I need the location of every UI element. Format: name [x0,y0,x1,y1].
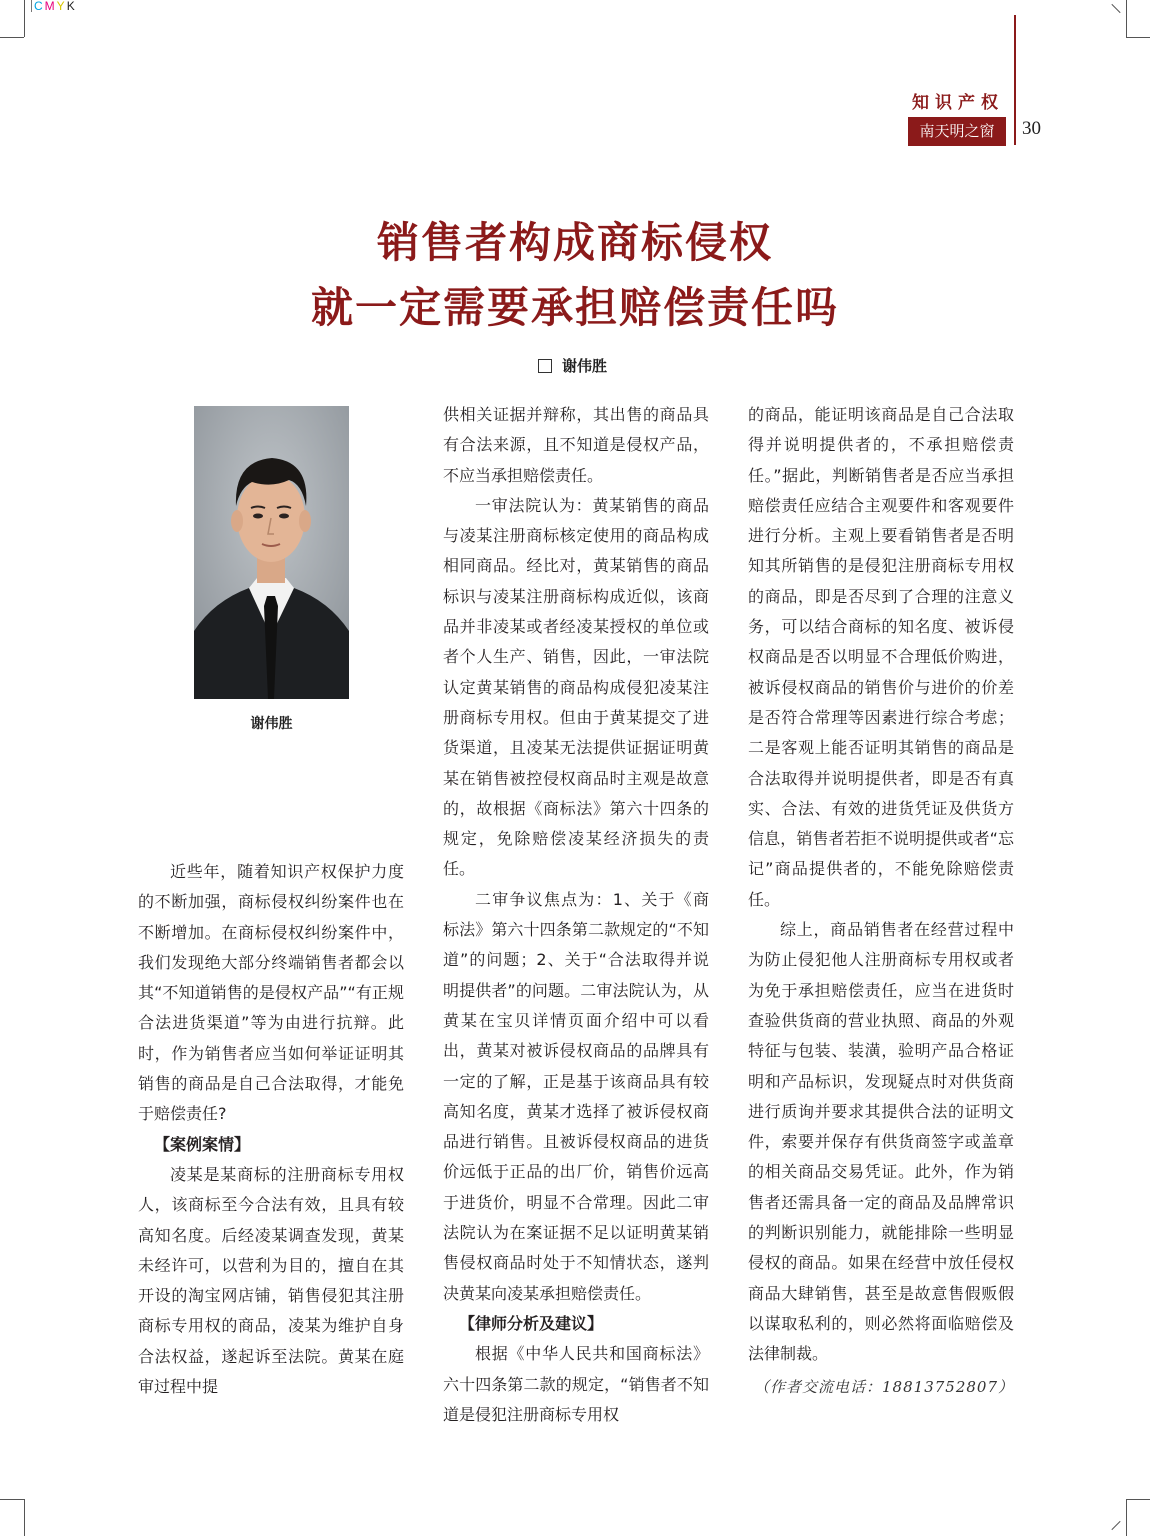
byline [538,355,607,376]
portrait-illustration [194,406,349,699]
analysis-paragraph-1-continued: 的商品，能证明该商品是自己合法取得并说明提供者的，不承担赔偿责任。”据此，判断销售者是否应当承担赔偿责任应结合主观要件和客观要件进行分析。主观上要看销售者是否明知其所销售的是侵犯注册商标专用权的商品，即是否尽到了合理的注意义务，可以结合商标的知名度、被诉侵权商品是否以明显不合理低价购进，被诉侵权商品的销售价与进价的价差是否符合常理等因素进行综合考虑；二是客观上能否证明其销售的商品是合法取得并说明提供者，即是否有真实、合法、有效的进货凭证及供货方信息，销售者若拒不说明提供或者“忘记”商品提供者的，不能免除赔偿责任。 [748,405,1014,909]
text-column-2 [443,400,709,1430]
header-vertical-rule [1014,15,1016,145]
text-column-3 [748,400,1014,1402]
column-tag: 南天明之窗 [908,117,1006,146]
photo-caption: 谢伟胜 [250,716,293,732]
crop-mark [1126,1499,1127,1536]
print-mark-bar [31,0,32,12]
analysis-paragraph-2: 综上，商品销售者在经营过程中为防止侵犯他人注册商标专用权或者为免于承担赔偿责任，应当在进货时查验供货商的营业执照、商品的外观特征与包装、装潢，验明产品合格证明和产品标识，发现疑点时对供货商进行质询并要求其提供合法的证明文件，索要并保存有供货商签字或盖章的相关商品交易凭证。此外，作为销售者还需具备一定的商品及品牌常识的判断识别能力，就能排除一些明显侵权的商品。如果在经营中放任侵权商品大肆销售，甚至是故意售假贩假以谋取私利的，则必然将面临赔偿及法律制裁。 [748,920,1014,1364]
crop-mark [1126,37,1150,38]
case-paragraph-3: 二审争议焦点为：1、关于《商标法》第六十四条第二款规定的“不知道”的问题；2、关于“合法取得并说明提供者”的问题。二审法院认为，从黄某在宝贝详情页面介绍中可以看出，黄某对被诉侵权商品的品牌具有一定的了解，正是基于该商品具有较高知名度，黄某才选择了被诉侵权商品进行销售。且被诉侵权商品的进货价远低于正品的出厂价，销售价远高于进货价，明显不合常理。因此二审法院认为在案证据不足以证明黄某销售侵权商品时处于不知情状态，遂判决黄某向凌某承担赔偿责任。 [443,889,709,1303]
cmyk-k: K [66,0,77,13]
page-number: 30 [1022,118,1041,139]
byline-box-icon [538,359,552,373]
author-name: 谢伟胜 [562,357,608,375]
crop-mark [1111,4,1120,13]
crop-mark [1126,0,1127,37]
crop-mark [24,0,25,37]
cmyk-y: Y [56,0,67,13]
crop-mark [1111,1521,1120,1530]
article-title-line1: 销售者构成商标侵权 [376,218,773,267]
author-photo [194,406,349,699]
case-heading: 【案例案情】 [154,1134,251,1154]
case-paragraph-2: 一审法院认为：黄某销售的商品与凌某注册商标核定使用的商品构成相同商品。经比对，黄某销售的商品标识与凌某注册商标构成近似，该商品并非凌某或者经凌某授权的单位或者个人生产、销售，因此，一审法院认定黄某销售的商品构成侵犯凌某注册商标专用权。但由于黄某提交了进货渠道，且凌某无法提供证据证明黄某在销售被控侵权商品时主观是故意的，故根据《商标法》第六十四条的规定，免除赔偿凌某经济损失的责任。 [443,495,709,879]
case-paragraph-1: 凌某是某商标的注册商标专用权人，该商标至今合法有效，且具有较高知名度。后经凌某调查发现，黄某未经许可，以营利为目的，擅自在其开设的淘宝网店铺，销售侵犯其注册商标专用权的商品，凌某为维护自身合法权益，遂起诉至法院。黄某在庭审过程中提 [138,1164,404,1397]
cmyk-c: C [34,0,45,13]
crop-mark [1126,1499,1150,1500]
crop-mark [0,37,24,38]
cmyk-m: M [44,0,57,13]
author-contact: （作者交流电话：18813752807） [754,1377,1014,1396]
analysis-heading: 【律师分析及建议】 [459,1313,604,1333]
section-label: 知识产权 [912,93,1004,113]
case-paragraph-1-continued: 供相关证据并辩称，其出售的商品具有合法来源，且不知道是侵权产品，不应当承担赔偿责任。 [443,405,709,485]
article-title-line2: 就一定需要承担赔偿责任吗 [310,283,839,332]
intro-paragraph: 近些年，随着知识产权保护力度的不断加强，商标侵权纠纷案件也在不断增加。在商标侵权纠纷案件中，我们发现绝大部分终端销售者都会以其“不知道销售的是侵权产品”“有正规合法进货渠道”等为由进行抗辩。此时，作为销售者应当如何举证证明其销售的商品是自己合法取得，才能免于赔偿责任? [138,862,404,1124]
crop-mark [24,1499,25,1536]
crop-mark [0,1499,24,1500]
analysis-paragraph-1: 根据《中华人民共和国商标法》六十四条第二款的规定，“销售者不知道是侵犯注册商标专用权 [443,1344,709,1424]
cmyk-print-mark [34,0,77,13]
text-column-1 [138,857,404,1402]
